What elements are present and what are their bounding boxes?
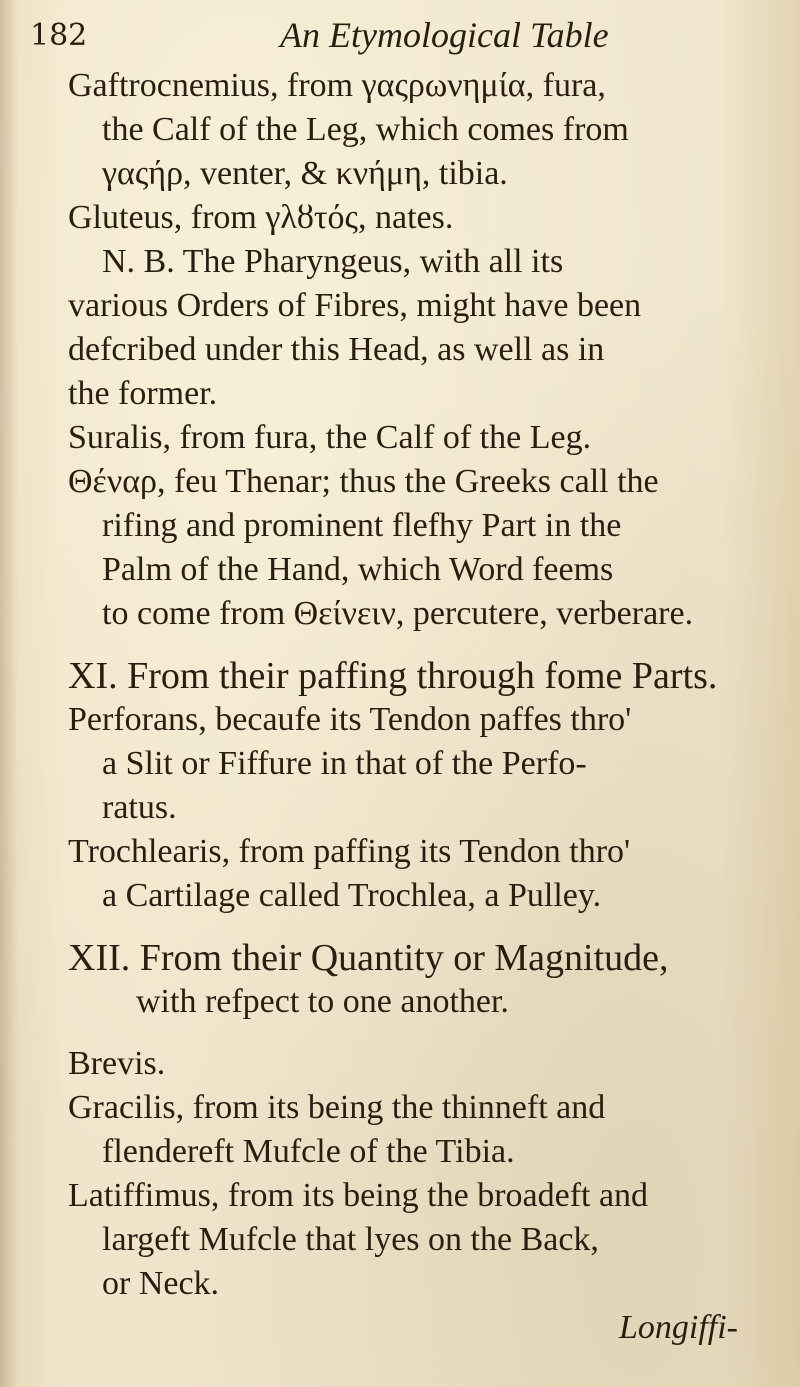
section-heading-continued: with refpect to one another. [136,983,509,1020]
running-title: An Etymological Table [280,15,609,55]
section-heading: XII. From their Quantity or Magnitude, [68,937,669,979]
text-line: Θέναρ, feu Thenar; thus the Greeks call the [68,463,659,500]
text-line: flendereft Mufcle of the Tibia. [102,1133,515,1170]
body-text [68,64,778,1350]
text-line: to come from Θείνειν, percutere, verberare. [102,595,694,632]
text-line: Latiffimus, from its being the broadeft and [68,1177,649,1214]
page-header [30,14,760,62]
text-line: a Cartilage called Trochlea, a Pulley. [102,877,602,914]
text-line: Gluteus, from γλȣτός, nates. [68,199,454,236]
text-line: the former. [68,375,218,412]
text-line: N. B. The Pharyngeus, with all its [102,243,564,280]
section-heading: XI. From their paffing through fome Parts. [68,655,718,697]
text-line: defcribed under this Head, as well as in [68,331,605,368]
text-line: or Neck. [102,1265,220,1302]
text-line: Gracilis, from its being the thinneft and [68,1089,606,1126]
text-line: Suralis, from fura, the Calf of the Leg. [68,419,592,456]
text-line: Brevis. [68,1045,166,1082]
text-line: Gaftrocnemius, from γαςρωνημία, fura, [68,67,606,104]
text-line: Perforans, becaufe its Tendon paffes thro' [68,701,632,738]
text-line: Palm of the Hand, which Word feems [102,551,614,588]
text-line: the Calf of the Leg, which comes from [102,111,629,148]
text-line: various Orders of Fibres, might have been [68,287,642,324]
page-gutter-shadow [0,0,18,1387]
text-line: a Slit or Fiffure in that of the Perfo- [102,745,587,782]
text-line: largeft Mufcle that lyes on the Back, [102,1221,599,1258]
text-line: rifing and prominent flefhy Part in the [102,507,622,544]
page-number: 182 [30,18,88,53]
catchword: Longiffi- [618,1309,738,1346]
text-line: Trochlearis, from paffing its Tendon thro' [68,833,631,870]
text-line: γαςήρ, venter, & κνήμη, tibia. [102,155,508,192]
text-line: ratus. [102,789,177,826]
